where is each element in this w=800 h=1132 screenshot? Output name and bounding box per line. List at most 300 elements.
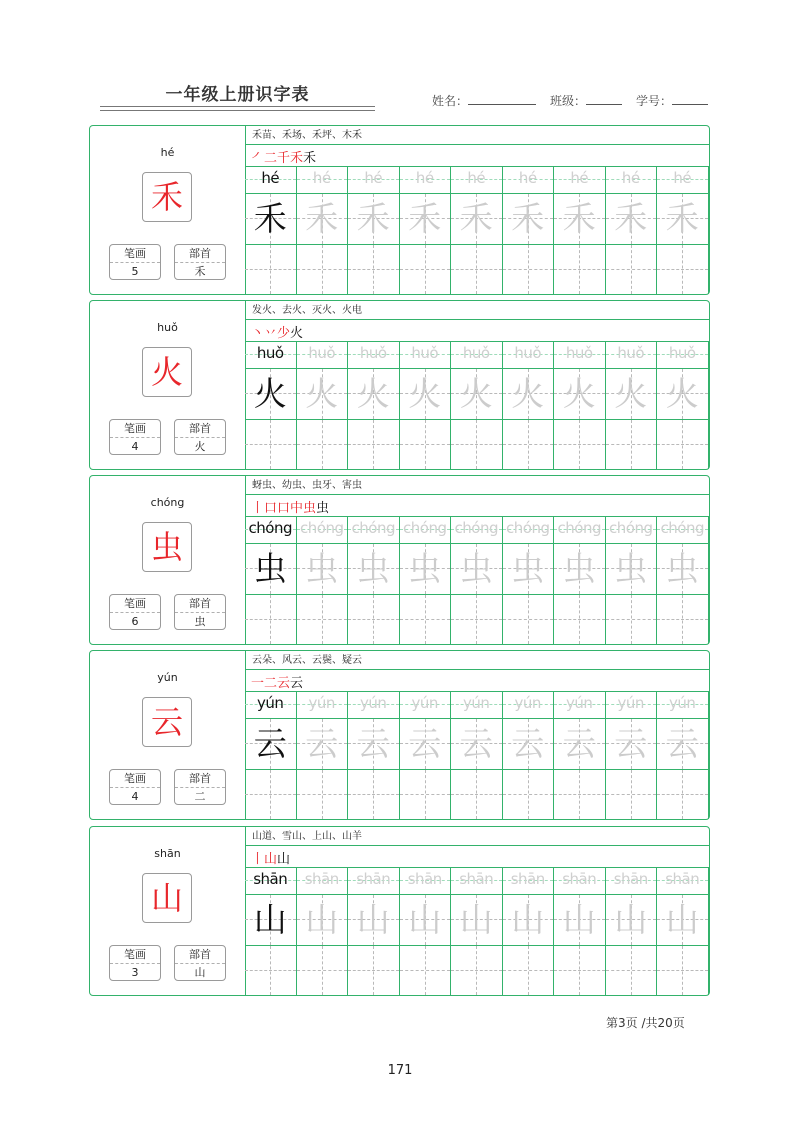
character-info [90,651,246,819]
guide-line-horizontal [503,794,554,795]
pinyin-cell[interactable] [503,341,555,369]
example-words: 云朵、风云、云鬓、疑云 [245,651,709,670]
pinyin-trace-text: shān [613,870,648,888]
pinyin-trace-text: chóng [609,519,653,537]
pinyin-cell[interactable] [348,166,400,194]
radical-box [174,419,226,455]
writing-cell[interactable] [400,946,452,995]
trace-character: 禾 [614,199,648,238]
guide-line-horizontal [245,269,296,270]
tracing-cell[interactable] [245,895,297,946]
character-card [89,650,710,820]
character-display: 火 [142,347,192,397]
writing-cell[interactable] [657,245,709,294]
trace-character: 禾 [356,199,390,238]
writing-cell[interactable] [297,770,349,819]
writing-cell[interactable] [554,595,606,644]
pinyin-cell[interactable] [297,166,349,194]
class-blank[interactable] [586,92,622,105]
radical-value: 二 [194,790,206,803]
tracing-cell[interactable] [297,895,349,946]
writing-cell[interactable] [554,946,606,995]
stroke-count-box [109,419,161,455]
stroke-order-step: 中 [290,501,304,516]
pinyin-trace-text: yún [360,694,387,712]
writing-cell[interactable] [657,946,709,995]
guide-line-horizontal [348,619,399,620]
tracing-cell[interactable] [503,895,555,946]
trace-character: 山 [511,900,545,939]
pinyin-trace-text: yún [411,694,438,712]
tracing-cell[interactable] [400,719,452,770]
tracing-cell[interactable] [297,544,349,595]
writing-cell[interactable] [451,946,503,995]
writing-cell[interactable] [245,595,297,644]
pinyin-cell[interactable] [348,516,400,544]
guide-line-horizontal [554,269,605,270]
writing-cell[interactable] [657,770,709,819]
writing-cell[interactable] [245,420,297,469]
stroke-count-box [109,769,161,805]
trace-character: 虫 [253,549,287,588]
guide-line-horizontal [245,970,296,971]
guide-line-horizontal [451,444,502,445]
guide-line-horizontal [554,970,605,971]
stroke-count-label: 笔画 [110,420,160,438]
trace-character: 火 [511,374,545,413]
character-card [89,826,710,996]
stroke-count-label: 笔画 [110,946,160,964]
writing-cell[interactable] [606,770,658,819]
tracing-cell[interactable] [657,194,709,245]
writing-cell[interactable] [657,420,709,469]
pinyin-trace-text: hé [261,169,280,187]
pinyin-trace-text: yún [514,694,541,712]
character-info [90,476,246,644]
tracing-cell[interactable] [606,895,658,946]
guide-line-horizontal [606,970,657,971]
pinyin-cell[interactable] [400,691,452,719]
trace-character: 火 [356,374,390,413]
guide-line-horizontal [657,970,708,971]
pinyin-cell[interactable] [297,341,349,369]
tracing-cell[interactable] [451,194,503,245]
stroke-order-step: ㇒ [251,151,265,166]
trace-character: 云 [459,724,493,763]
tracing-cell[interactable] [297,719,349,770]
writing-cell[interactable] [503,946,555,995]
radical-box [174,769,226,805]
pinyin-cell[interactable] [554,867,606,895]
pinyin-cell[interactable] [657,691,709,719]
trace-character: 山 [459,900,493,939]
tracing-cell[interactable] [297,194,349,245]
tracing-cell[interactable] [554,895,606,946]
trace-character: 山 [665,900,699,939]
stroke-order-step: 口 [264,501,278,516]
writing-cell[interactable] [297,420,349,469]
writing-cell[interactable] [451,420,503,469]
stroke-order [245,495,709,517]
guide-line-horizontal [657,444,708,445]
pinyin-trace-text: chóng [248,519,292,537]
trace-character: 云 [665,724,699,763]
pinyin-cell[interactable] [503,691,555,719]
pinyin-cell[interactable] [554,341,606,369]
pinyin-trace-text: huǒ [617,344,645,362]
page-count: 第3页 /共20页 [606,1016,685,1030]
trace-character: 火 [253,374,287,413]
pinyin-cell[interactable] [400,166,452,194]
pinyin-trace-text: shān [407,870,442,888]
pinyin-cell[interactable] [606,691,658,719]
pinyin-cell[interactable] [554,166,606,194]
tracing-cell[interactable] [400,544,452,595]
tracing-cell[interactable] [451,369,503,420]
writing-cell[interactable] [297,245,349,294]
stroke-order-step: 二 [264,151,278,166]
pinyin-cell[interactable] [657,516,709,544]
guide-line-horizontal [400,619,451,620]
trace-character: 山 [408,900,442,939]
radical-label: 部首 [175,770,225,788]
tracing-cell[interactable] [400,194,452,245]
pinyin-trace-text: chóng [351,519,395,537]
guide-line-horizontal [348,269,399,270]
trace-character: 云 [614,724,648,763]
name-blank[interactable] [468,92,536,105]
trace-character: 禾 [408,199,442,238]
pinyin-cell[interactable] [606,516,658,544]
pinyin-trace-text: yún [617,694,644,712]
tracing-cell[interactable] [451,719,503,770]
stroke-order-step: 禾 [290,151,304,166]
pinyin-cell[interactable] [503,867,555,895]
writing-cell[interactable] [606,420,658,469]
example-words: 山道、雪山、上山、山羊 [245,827,709,846]
trace-character: 云 [511,724,545,763]
pinyin-trace-text: yún [257,694,284,712]
tracing-cell[interactable] [606,544,658,595]
trace-character: 禾 [459,199,493,238]
pinyin-trace-text: huǒ [668,344,696,362]
pinyin-cell[interactable] [245,691,297,719]
tracing-cell[interactable] [245,544,297,595]
pinyin-trace-text: chóng [300,519,344,537]
guide-line-horizontal [348,794,399,795]
tracing-cell[interactable] [606,194,658,245]
writing-cell[interactable] [606,245,658,294]
student-id-blank[interactable] [672,92,708,105]
writing-cell[interactable] [348,946,400,995]
pinyin-cell[interactable] [606,166,658,194]
tracing-cell[interactable] [348,544,400,595]
pinyin-cell[interactable] [297,867,349,895]
pinyin-cell[interactable] [245,516,297,544]
writing-cell[interactable] [348,420,400,469]
guide-line-horizontal [503,444,554,445]
page-number: 171 [387,1063,413,1078]
writing-cell[interactable] [503,595,555,644]
writing-cell[interactable] [400,245,452,294]
pinyin-cell[interactable] [400,341,452,369]
stroke-order-step: 丨 [251,501,265,516]
trace-character: 火 [459,374,493,413]
writing-cell[interactable] [606,946,658,995]
radical-value: 山 [194,966,206,979]
pinyin-cell[interactable] [503,166,555,194]
pinyin-trace-text: hé [673,169,692,187]
stroke-order-step: 丨 [251,852,265,867]
trace-character: 云 [356,724,390,763]
pinyin-cell[interactable] [554,516,606,544]
worksheet-title: 一年级上册识字表 [165,85,310,105]
pinyin-cell[interactable] [657,341,709,369]
stroke-order-step: 云 [290,676,304,691]
writing-cell[interactable] [503,420,555,469]
pinyin-trace-text: shān [510,870,545,888]
pinyin-trace-text: hé [415,169,434,187]
trace-character: 火 [614,374,648,413]
trace-character: 禾 [253,199,287,238]
tracing-cell[interactable] [400,369,452,420]
writing-cell[interactable] [554,770,606,819]
guide-line-horizontal [400,794,451,795]
tracing-cell[interactable] [348,895,400,946]
pinyin-cell[interactable] [245,867,297,895]
writing-cell[interactable] [503,245,555,294]
pinyin-cell[interactable] [554,691,606,719]
guide-line-horizontal [503,269,554,270]
writing-cell[interactable] [297,946,349,995]
guide-line-horizontal [503,970,554,971]
guide-line-horizontal [451,794,502,795]
stroke-order-step: 一 [251,676,265,691]
trace-character: 禾 [665,199,699,238]
pinyin-trace-text: hé [570,169,589,187]
radical-label: 部首 [175,946,225,964]
guide-line-horizontal [606,269,657,270]
pinyin-trace-text: chóng [403,519,447,537]
tracing-cell[interactable] [503,194,555,245]
radical-box [174,945,226,981]
stroke-count-value: 4 [131,440,139,453]
guide-line-horizontal [657,794,708,795]
character-pinyin: shān [154,847,181,860]
radical-value: 虫 [194,615,206,628]
tracing-cell[interactable] [554,194,606,245]
writing-cell[interactable] [606,595,658,644]
tracing-cell[interactable] [245,369,297,420]
pinyin-cell[interactable] [451,867,503,895]
pinyin-cell[interactable] [400,516,452,544]
tracing-cell[interactable] [657,719,709,770]
writing-cell[interactable] [400,595,452,644]
pinyin-trace-text: hé [467,169,486,187]
stroke-count-box [109,244,161,280]
tracing-cell[interactable] [451,544,503,595]
practice-grid [245,476,709,644]
guide-line-horizontal [245,444,296,445]
pinyin-trace-text: chóng [557,519,601,537]
trace-character: 山 [562,900,596,939]
stroke-order [245,670,709,692]
name-label: 姓名： [432,94,469,108]
pinyin-cell[interactable] [348,341,400,369]
tracing-cell[interactable] [348,369,400,420]
pinyin-trace-text: huǒ [462,344,490,362]
pinyin-cell[interactable] [451,691,503,719]
guide-line-horizontal [297,444,348,445]
trace-character: 云 [253,724,287,763]
character-pinyin: hé [160,146,175,159]
tracing-cell[interactable] [554,719,606,770]
tracing-cell[interactable] [503,369,555,420]
pinyin-cell[interactable] [657,166,709,194]
guide-line-horizontal [297,794,348,795]
trace-character: 虫 [562,549,596,588]
practice-grid [245,827,709,995]
stroke-order-step: 山 [264,852,278,867]
stroke-order-step: 虫 [303,501,317,516]
guide-line-horizontal [606,444,657,445]
radical-label: 部首 [175,420,225,438]
pinyin-trace-text: huǒ [308,344,336,362]
practice-grid [245,651,709,819]
writing-cell[interactable] [451,245,503,294]
guide-line-horizontal [245,619,296,620]
pinyin-cell[interactable] [245,341,297,369]
writing-cell[interactable] [554,245,606,294]
writing-cell[interactable] [348,245,400,294]
guide-line-horizontal [657,269,708,270]
tracing-cell[interactable] [245,194,297,245]
stroke-count-value: 3 [131,966,139,979]
pinyin-cell[interactable] [606,341,658,369]
character-pinyin: huǒ [157,321,178,334]
guide-line-horizontal [554,619,605,620]
pinyin-cell[interactable] [451,516,503,544]
stroke-count-label: 笔画 [110,595,160,613]
tracing-cell[interactable] [348,194,400,245]
stroke-order-step: 虫 [316,501,330,516]
tracing-cell[interactable] [554,369,606,420]
tracing-cell[interactable] [348,719,400,770]
writing-cell[interactable] [297,595,349,644]
pinyin-cell[interactable] [348,867,400,895]
stroke-count-value: 4 [131,790,139,803]
tracing-cell[interactable] [245,719,297,770]
writing-cell[interactable] [400,420,452,469]
writing-cell[interactable] [348,770,400,819]
tracing-cell[interactable] [400,895,452,946]
tracing-cell[interactable] [657,544,709,595]
pinyin-trace-text: shān [665,870,700,888]
pinyin-trace-text: chóng [506,519,550,537]
character-display: 山 [142,873,192,923]
trace-character: 禾 [511,199,545,238]
character-display: 云 [142,697,192,747]
writing-cell[interactable] [348,595,400,644]
example-words: 发火、去火、灭火、火电 [245,301,709,320]
character-info [90,827,246,995]
guide-line-horizontal [297,619,348,620]
stroke-count-value: 5 [131,265,139,278]
pinyin-trace-text: huǒ [411,344,439,362]
stroke-order-step: 火 [290,326,304,341]
tracing-cell[interactable] [606,369,658,420]
pinyin-cell[interactable] [400,867,452,895]
trace-character: 山 [305,900,339,939]
trace-character: 虫 [511,549,545,588]
stroke-order-step: 千 [277,151,291,166]
stroke-order-step: 口 [277,501,291,516]
pinyin-trace-text: yún [308,694,335,712]
guide-line-horizontal [657,619,708,620]
pinyin-trace-text: hé [312,169,331,187]
trace-character: 火 [408,374,442,413]
tracing-cell[interactable] [503,544,555,595]
trace-character: 山 [253,900,287,939]
writing-cell[interactable] [400,770,452,819]
guide-line-horizontal [400,970,451,971]
pinyin-cell[interactable] [245,166,297,194]
writing-cell[interactable] [245,245,297,294]
tracing-cell[interactable] [657,895,709,946]
writing-cell[interactable] [657,595,709,644]
pinyin-cell[interactable] [297,516,349,544]
stroke-order [245,145,709,167]
trace-character: 虫 [305,549,339,588]
tracing-cell[interactable] [657,369,709,420]
tracing-cell[interactable] [554,544,606,595]
pinyin-cell[interactable] [451,341,503,369]
character-pinyin: yún [157,671,178,684]
tracing-cell[interactable] [606,719,658,770]
stroke-count-label: 笔画 [110,770,160,788]
writing-cell[interactable] [245,770,297,819]
tracing-cell[interactable] [297,369,349,420]
radical-value: 禾 [194,265,206,278]
pinyin-trace-text: shān [459,870,494,888]
guide-line-horizontal [297,970,348,971]
trace-character: 虫 [459,549,493,588]
character-card [89,300,710,470]
class-label: 班级： [550,94,587,108]
pinyin-trace-text: shān [356,870,391,888]
pinyin-cell[interactable] [657,867,709,895]
writing-cell[interactable] [554,420,606,469]
stroke-order-step: 山 [277,852,291,867]
trace-character: 山 [356,900,390,939]
writing-cell[interactable] [245,946,297,995]
pinyin-cell[interactable] [348,691,400,719]
pinyin-cell[interactable] [606,867,658,895]
character-card [89,125,710,295]
tracing-cell[interactable] [503,719,555,770]
guide-line-horizontal [503,619,554,620]
tracing-cell[interactable] [451,895,503,946]
trace-character: 云 [562,724,596,763]
writing-cell[interactable] [503,770,555,819]
pinyin-cell[interactable] [451,166,503,194]
pinyin-cell[interactable] [297,691,349,719]
guide-line-horizontal [297,269,348,270]
writing-cell[interactable] [451,770,503,819]
writing-cell[interactable] [451,595,503,644]
pinyin-cell[interactable] [503,516,555,544]
guide-line-horizontal [606,794,657,795]
